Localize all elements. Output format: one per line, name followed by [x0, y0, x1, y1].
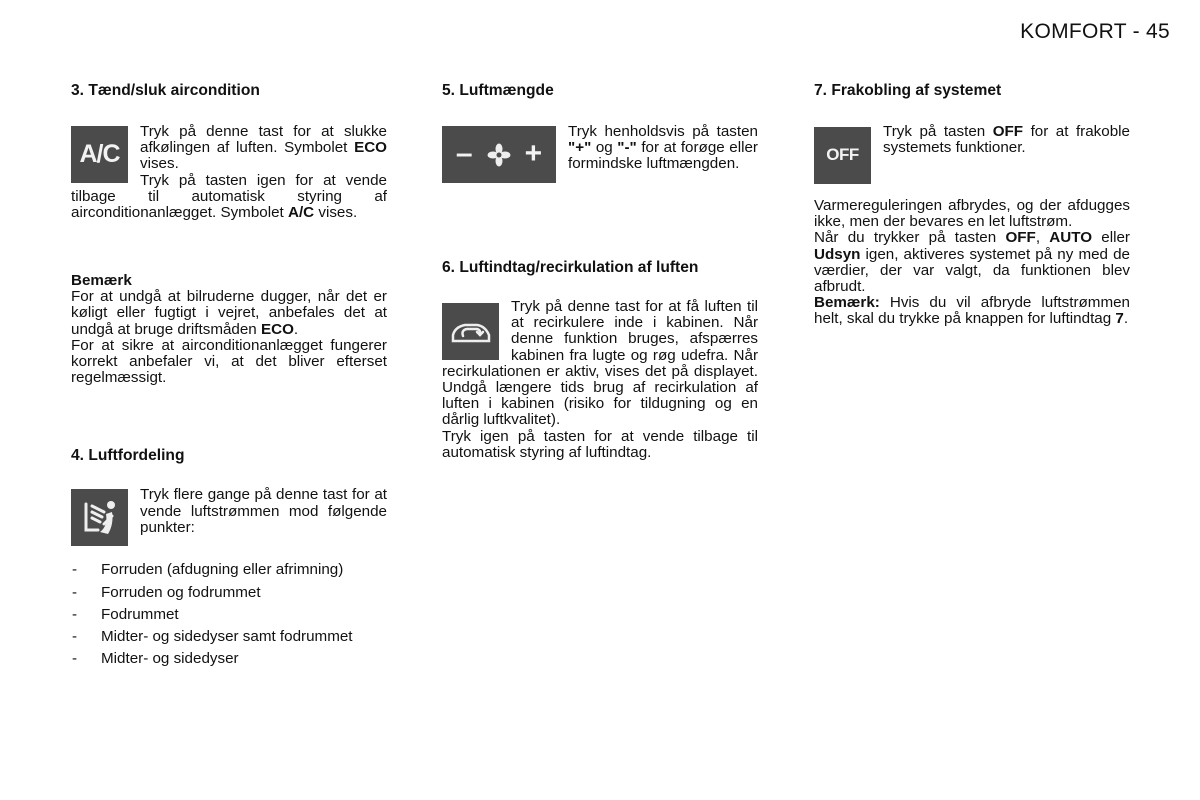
ac-icon-label: A/C — [79, 140, 120, 169]
off-button-icon — [814, 127, 871, 184]
note-block — [71, 273, 387, 386]
fan-icon — [487, 143, 511, 167]
section-3-para-2: Tryk på tasten igen for at vende tilbage til automatisk styring af airconditionanlægget. Symbolet A/C vises. — [71, 171, 387, 222]
section-3-body — [71, 124, 387, 221]
note-title: Bemærk — [71, 272, 132, 290]
section-7-body — [814, 124, 1130, 184]
list-item: - Fodrummet — [71, 607, 387, 623]
section-4-text: Tryk flere gange på denne tast for at vende luftstrømmen mod følgende punkter: — [140, 487, 387, 536]
note-para-2: For at sikre at airconditionanlægget fungerer korrekt anbefaler vi, at det bliver efterset regelmæssigt. — [71, 336, 387, 387]
column-left — [71, 82, 387, 673]
list-item: - Midter- og sidedyser — [71, 651, 387, 667]
section-6-body — [442, 299, 758, 461]
section-4-body — [71, 487, 387, 546]
section-4-title: 4. Luftfordeling — [71, 447, 185, 465]
page-header: KOMFORT - 45 — [1020, 20, 1170, 43]
section-5-text: Tryk henholdsvis på tasten "+" og "-" for at forøge eller formindske luftmængden. — [568, 124, 758, 173]
recirculation-icon — [442, 303, 499, 360]
plus-icon: + — [524, 137, 543, 171]
section-3-title: 3. Tænd/sluk aircondition — [71, 82, 260, 99]
section-3-para-1: Tryk på denne tast for at slukke afkølingen af luften. Symbolet ECO vises. — [140, 124, 387, 173]
minus-icon: – — [455, 137, 473, 171]
section-7-para-3: Bemærk: Hvis du vil afbryde luftstrømmen helt, skal du trykke på knappen for luftindtag 7. — [814, 294, 1130, 328]
section-6-para-1: Tryk på denne tast for at få luften til at recirkulere inde i kabinen. Når denne funktion bruges, afspærres kabinen fra lugte og røg udefra. Når recirkulationen er aktiv, vises det på displayet. Undgå længere tids brug af recirkulation af luften i kabinen (risiko for tildugning og en dårlig luftkvalitet). — [442, 299, 758, 429]
ac-button-icon — [71, 126, 128, 183]
list-item: - Forruden (afdugning eller afrimning) — [71, 562, 387, 578]
section-6-para-2: Tryk igen på tasten for at vende tilbage til automatisk styring af luftindtag. — [442, 427, 758, 461]
list-item: - Forruden og fodrummet — [71, 585, 387, 601]
distribution-list — [71, 562, 387, 667]
section-7-intro: Tryk på tasten OFF for at frakoble systemets funktioner. — [883, 124, 1130, 157]
section-7-para-2: Når du trykker på tasten OFF, AUTO eller Udsyn igen, aktiveres systemet på ny med de værdier, der var valgt, da funktionen blev afbrudt. — [814, 229, 1130, 296]
list-item: - Midter- og sidedyser samt fodrummet — [71, 629, 387, 645]
section-6-title: 6. Luftindtag/recirkulation af luften — [442, 259, 699, 276]
section-7-details — [814, 198, 1130, 328]
section-5-title: 5. Luftmængde — [442, 82, 554, 99]
off-icon-label: OFF — [826, 145, 859, 165]
air-distribution-icon — [71, 489, 128, 546]
section-7-title: 7. Frakobling af systemet — [814, 82, 1002, 99]
fan-speed-button-icon — [442, 126, 556, 183]
section-7-para-1: Varmereguleringen afbrydes, og der afdugges ikke, men der bevares en let luftstrøm. — [814, 197, 1130, 231]
column-right — [814, 82, 1130, 328]
column-middle — [442, 82, 758, 461]
note-para-1: For at undgå at bilruderne dugger, når det er køligt eller fugtigt i vejret, anbefales det at undgå at bruge driftsmåden ECO. — [71, 288, 387, 338]
section-5-body — [442, 124, 758, 183]
